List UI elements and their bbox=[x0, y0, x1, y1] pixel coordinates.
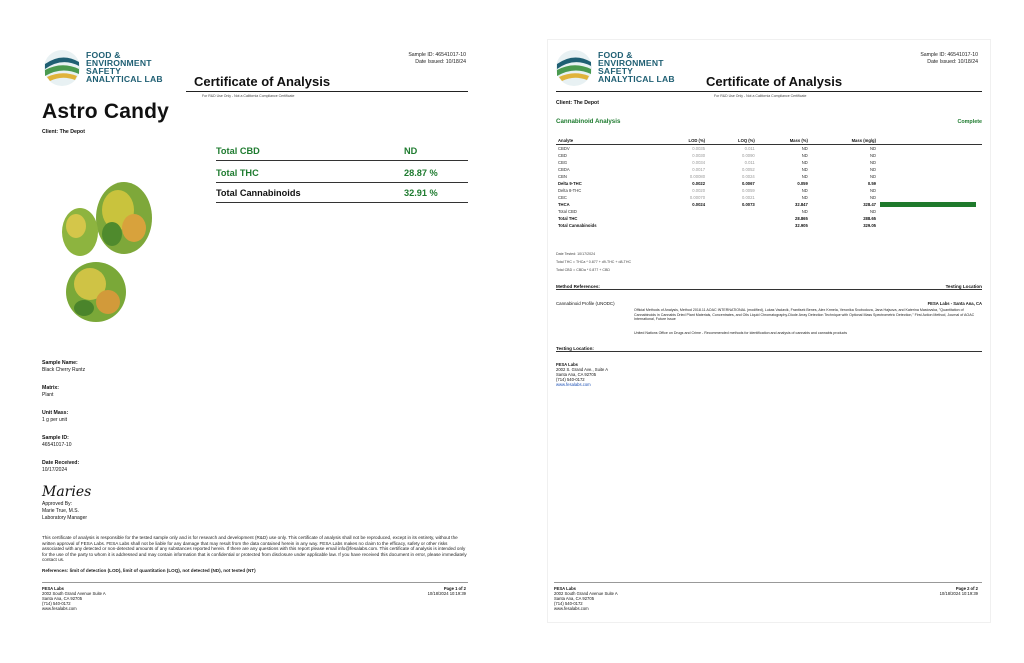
cell-mass-mg: 329.05 bbox=[863, 223, 876, 228]
coa-page-2 bbox=[548, 40, 990, 622]
rd-disclaimer: For R&D Use Only - Not a California Compliance Certificate bbox=[202, 94, 295, 98]
lab-line: (714) 540-0172 bbox=[556, 377, 585, 382]
cell-mass-mg: ND bbox=[869, 160, 876, 165]
date-tested: Date Tested: 10/17/2024 bbox=[556, 252, 596, 256]
footer-timestamp: 10/18/2024 10:19:39 bbox=[939, 591, 978, 596]
footer-line: Santa Ana, CA 92705 bbox=[42, 596, 83, 601]
method-location: FESA Labs - Santa Ana, CA bbox=[927, 301, 982, 306]
cell-bar bbox=[878, 152, 982, 159]
field-sample-id bbox=[42, 435, 71, 449]
logo-line-1: FOOD & bbox=[598, 50, 633, 60]
lab-address bbox=[556, 362, 608, 387]
footer-timestamp: 10/18/2024 10:19:39 bbox=[427, 591, 466, 596]
footer-link[interactable]: www.fesalabs.com bbox=[42, 606, 77, 611]
footer-line: (714) 540-0172 bbox=[554, 601, 583, 606]
cell-analyte: Total THC bbox=[558, 216, 578, 221]
coa-page-1 bbox=[36, 40, 478, 622]
fesa-logo-icon bbox=[554, 48, 594, 88]
table-row bbox=[556, 222, 982, 229]
fesa-logo-icon bbox=[42, 48, 82, 88]
table-row bbox=[556, 159, 982, 166]
approved-by-label: Approved By: bbox=[42, 501, 73, 507]
approver-title: Laboratory Manager bbox=[42, 515, 88, 521]
cell-mass-mg: ND bbox=[869, 146, 876, 151]
method-name: Cannabinoid Profile (UNODC) bbox=[556, 301, 615, 306]
cell-bar bbox=[878, 208, 982, 215]
cell-mass-mg: ND bbox=[869, 188, 876, 193]
method-citation-2: United Nations Office on Drugs and Crime - Recommended methods for identification and analysis of cannabis and cannabis products bbox=[634, 331, 848, 335]
title-rule bbox=[186, 91, 468, 92]
cell-analyte: THCA bbox=[558, 202, 570, 207]
table-row bbox=[556, 215, 982, 222]
cell-bar bbox=[878, 173, 982, 180]
field-value: Plant bbox=[42, 392, 54, 398]
coa-title: Certificate of Analysis bbox=[194, 74, 331, 89]
field-label: Sample Name: bbox=[42, 360, 78, 366]
client-name: Client: The Depot bbox=[556, 100, 599, 106]
method-references-header bbox=[556, 284, 982, 290]
table-row bbox=[556, 173, 982, 180]
col-lod: LOD (%) bbox=[658, 138, 707, 145]
cell-mass-mg: 0.59 bbox=[867, 181, 876, 186]
table-row bbox=[556, 145, 982, 153]
cell-loq: 0.011 bbox=[744, 146, 755, 151]
footer-address bbox=[42, 586, 106, 611]
summary-label: Total Cannabinoids bbox=[216, 188, 301, 198]
table-row bbox=[556, 166, 982, 173]
logo-wordmark bbox=[598, 51, 675, 83]
cell-lod: 0.0034 bbox=[692, 160, 706, 165]
footer-page-info bbox=[428, 586, 466, 596]
logo-wordmark bbox=[86, 51, 163, 83]
cannabinoid-table bbox=[556, 138, 982, 229]
lab-line: 2002 S. Grand Ave., Suite A bbox=[556, 367, 609, 372]
table-row bbox=[556, 208, 982, 215]
bud-left bbox=[62, 208, 98, 256]
cell-mass-pct: ND bbox=[801, 160, 808, 165]
page-number: Page 2 of 2 bbox=[955, 586, 978, 591]
cell-loq bbox=[707, 215, 757, 222]
bud-top bbox=[96, 182, 152, 254]
method-citation: Official Methods of Analysis, Method 2018.11 AOAC INTERNATIONAL (modified), Lukas Vaclavik, Frantisek Benes, Alex Krmela, Veronika Svobodova, Jana Hajsova, and Katerina Mastovska, "Quantitation of Cannabinoids in Cannabis Dried Plant Materials, Concentrates, and Oils Liquid Chromatography-Diode Array Detection Technique with Optional Mass Spectrometric Detection," First Action Method, Journal of AOAC International, Future Issue bbox=[634, 308, 975, 322]
testing-location-label: Testing Location bbox=[945, 284, 982, 289]
cell-bar bbox=[878, 201, 982, 208]
references-note: References: limit of detection (LOD), limit of quantitation (LOQ), not detected (ND), not tested (NT) bbox=[42, 568, 256, 573]
cell-lod: 0.0022 bbox=[692, 181, 706, 186]
cell-lod: 0.0035 bbox=[692, 146, 706, 151]
cell-lod: 0.0017 bbox=[692, 167, 706, 172]
cell-mass-mg: 328.47 bbox=[863, 202, 876, 207]
cell-analyte: Total CBD bbox=[558, 209, 577, 214]
cell-bar bbox=[878, 180, 982, 187]
cell-analyte: Delta 9-THC bbox=[558, 181, 582, 186]
date-issued: Date Issued: 10/18/24 bbox=[927, 59, 978, 65]
footer-rule bbox=[554, 582, 982, 583]
table-row bbox=[556, 152, 982, 159]
logo-line-4: ANALYTICAL LAB bbox=[598, 74, 675, 84]
cell-lod: 0.0030 bbox=[692, 153, 706, 158]
field-matrix bbox=[42, 385, 59, 399]
cell-mass-mg: ND bbox=[869, 209, 876, 214]
footer-link[interactable]: www.fesalabs.com bbox=[554, 606, 589, 611]
cell-mass-pct: 0.059 bbox=[797, 181, 808, 186]
cell-mass-pct: ND bbox=[801, 174, 808, 179]
table-row bbox=[556, 187, 982, 194]
formula-cbd: Total CBD = CBDa * 0.877 + CBD bbox=[556, 268, 610, 272]
cell-mass-pct: ND bbox=[801, 167, 808, 172]
approval-block bbox=[42, 501, 87, 522]
method-refs-label: Method References: bbox=[556, 284, 600, 289]
cell-analyte: CBC bbox=[558, 195, 567, 200]
calc-notes bbox=[556, 250, 631, 274]
cell-loq bbox=[707, 208, 757, 215]
cell-loq: 0.0059 bbox=[741, 188, 755, 193]
cell-lod: 0.00080 bbox=[689, 174, 706, 179]
cell-mass-pct: 32.905 bbox=[795, 223, 808, 228]
cell-bar bbox=[878, 194, 982, 201]
cell-bar bbox=[878, 166, 982, 173]
cell-mass-pct: ND bbox=[801, 209, 808, 214]
summary-total-cbd bbox=[216, 142, 468, 161]
coa-title: Certificate of Analysis bbox=[706, 74, 843, 89]
logo-line-2: ENVIRONMENT bbox=[598, 58, 664, 68]
summary-total-thc bbox=[216, 164, 468, 183]
footer-rule bbox=[42, 582, 468, 583]
sample-id: Sample ID: 46541017-10 bbox=[920, 52, 978, 58]
cell-mass-pct: 28.865 bbox=[795, 216, 808, 221]
cell-analyte: Total Cannabinoids bbox=[558, 223, 597, 228]
lab-line: Santa Ana, CA 92705 bbox=[556, 372, 597, 377]
summary-value: ND bbox=[404, 146, 418, 156]
cell-lod: 0.0020 bbox=[692, 188, 706, 193]
footer-page-info bbox=[940, 586, 978, 596]
rd-disclaimer: For R&D Use Only - Not a California Compliance Certificate bbox=[714, 94, 807, 98]
footer-line: 2002 South Grand Avenue Suite A bbox=[554, 591, 618, 596]
col-loq: LOQ (%) bbox=[707, 138, 757, 145]
cell-analyte: CBN bbox=[558, 174, 567, 179]
field-date-received bbox=[42, 460, 79, 474]
sample-meta bbox=[920, 52, 978, 66]
field-value: 1 g per unit bbox=[42, 417, 68, 423]
cell-mass-mg: ND bbox=[869, 174, 876, 179]
col-analyte: Analyte bbox=[556, 138, 658, 145]
title-rule bbox=[556, 91, 982, 92]
cell-mass-pct: ND bbox=[801, 195, 808, 200]
cell-analyte: CBDA bbox=[558, 167, 570, 172]
cell-analyte: CBD bbox=[558, 153, 567, 158]
cell-loq: 0.0052 bbox=[741, 167, 755, 172]
cell-mass-pct: 32.847 bbox=[795, 202, 808, 207]
logo-line-3: SAFETY bbox=[86, 66, 122, 76]
footer-lab-name: FESA Labs bbox=[554, 586, 576, 591]
table-row bbox=[556, 201, 982, 208]
testing-location-header bbox=[556, 346, 982, 352]
cell-loq: 0.0073 bbox=[741, 202, 755, 207]
cell-bar bbox=[878, 222, 982, 229]
cell-loq: 0.0090 bbox=[741, 153, 755, 158]
mass-bar bbox=[880, 202, 976, 207]
table-body bbox=[556, 145, 982, 230]
table-row bbox=[556, 194, 982, 201]
field-unit-mass bbox=[42, 410, 68, 424]
cell-loq: 0.0024 bbox=[741, 174, 755, 179]
cell-analyte: CBDV bbox=[558, 146, 570, 151]
logo-line-4: ANALYTICAL LAB bbox=[86, 74, 163, 84]
legal-disclaimer: This certificate of analysis is responsible for the tested sample only and is for research and development (R&D) use only. This certificate of analysis shall not be reproduced, except in its entirety, without the written approval of FESA Labs. FESA Labs shall not be liable for any damage that may result from the data contained herein in any way. FESA Labs makes no claim to the efficacy, safety or other risks associated with any detected or non-detected amounts of any substances reported herein. If there are any questions with this report please email info@fesalabs.com. This certificate of analysis is intended only for the use of the party to whom it is addressed and may contain information that is confidential or protected from disclosure under applicable law. If you have received this document in error, please immediately contact us. bbox=[42, 535, 467, 563]
table-row bbox=[556, 180, 982, 187]
col-mass-pct: Mass (%) bbox=[757, 138, 810, 145]
cell-analyte: CBG bbox=[558, 160, 568, 165]
footer-line: 2002 South Grand Avenue Suite A bbox=[42, 591, 106, 596]
approver-name: Marie True, M.S. bbox=[42, 508, 79, 514]
summary-value: 28.87 % bbox=[404, 168, 438, 178]
sample-id: Sample ID: 46541017-10 bbox=[408, 52, 466, 58]
cell-lod bbox=[658, 208, 707, 215]
field-sample-name bbox=[42, 360, 85, 374]
footer-lab-name: FESA Labs bbox=[42, 586, 64, 591]
cell-mass-mg: ND bbox=[869, 153, 876, 158]
cell-analyte: Delta 8-THC bbox=[558, 188, 582, 193]
approver-signature: Maries bbox=[42, 484, 92, 500]
footer-line: Santa Ana, CA 92705 bbox=[554, 596, 595, 601]
cell-lod bbox=[658, 222, 707, 229]
bud-bottom bbox=[66, 262, 126, 322]
formula-thc: Total THC = THCa * 0.877 + d9-THC + d8-THC bbox=[556, 260, 632, 264]
field-value: Black Cherry Runtz bbox=[42, 367, 86, 373]
fesa-logo bbox=[554, 48, 704, 90]
logo-line-1: FOOD & bbox=[86, 50, 121, 60]
page-number: Page 1 of 2 bbox=[443, 586, 466, 591]
cell-loq: 0.011 bbox=[744, 160, 755, 165]
summary-label: Total CBD bbox=[216, 146, 260, 156]
cell-loq: 0.0021 bbox=[741, 195, 755, 200]
cell-loq: 0.0067 bbox=[741, 181, 755, 186]
fesa-logo bbox=[42, 48, 192, 90]
cell-mass-pct: ND bbox=[801, 188, 808, 193]
testing-location-head: Testing Location: bbox=[556, 346, 594, 351]
field-label: Date Received: bbox=[42, 460, 80, 466]
col-mass-mg: Mass (mg/g) bbox=[810, 138, 878, 145]
summary-total-cannabinoids bbox=[216, 184, 468, 203]
logo-line-3: SAFETY bbox=[598, 66, 634, 76]
lab-website-link[interactable]: www.fesalabs.com bbox=[556, 382, 591, 387]
logo-line-2: ENVIRONMENT bbox=[86, 58, 152, 68]
field-value: 10/17/2024 bbox=[42, 467, 68, 473]
section-title: Cannabinoid Analysis bbox=[556, 118, 621, 125]
summary-label: Total THC bbox=[216, 168, 259, 178]
cannabis-flower-image bbox=[54, 168, 164, 328]
cell-lod bbox=[658, 215, 707, 222]
cell-mass-mg: 288.65 bbox=[863, 216, 876, 221]
lab-name: FESA Labs bbox=[556, 362, 578, 367]
cell-lod: 0.0024 bbox=[692, 202, 706, 207]
cell-bar bbox=[878, 159, 982, 166]
cell-loq bbox=[707, 222, 757, 229]
field-value: 46541017-10 bbox=[42, 442, 72, 448]
field-label: Unit Mass: bbox=[42, 410, 69, 416]
cell-lod: 0.00070 bbox=[689, 195, 706, 200]
summary-value: 32.91 % bbox=[404, 188, 438, 198]
footer-address bbox=[554, 586, 618, 611]
field-label: Sample ID: bbox=[42, 435, 69, 441]
cell-mass-pct: ND bbox=[801, 153, 808, 158]
field-label: Matrix: bbox=[42, 385, 60, 391]
cell-mass-pct: ND bbox=[801, 146, 808, 151]
cell-bar bbox=[878, 187, 982, 194]
product-name: Astro Candy bbox=[42, 100, 170, 123]
cell-bar bbox=[878, 145, 982, 153]
sample-meta bbox=[408, 52, 466, 66]
client-name: Client: The Depot bbox=[42, 129, 85, 135]
analysis-status: Complete bbox=[957, 119, 982, 125]
cell-mass-mg: ND bbox=[869, 167, 876, 172]
date-issued: Date Issued: 10/18/24 bbox=[415, 59, 466, 65]
cell-bar bbox=[878, 215, 982, 222]
cell-mass-mg: ND bbox=[869, 195, 876, 200]
footer-line: (714) 540-0172 bbox=[42, 601, 71, 606]
